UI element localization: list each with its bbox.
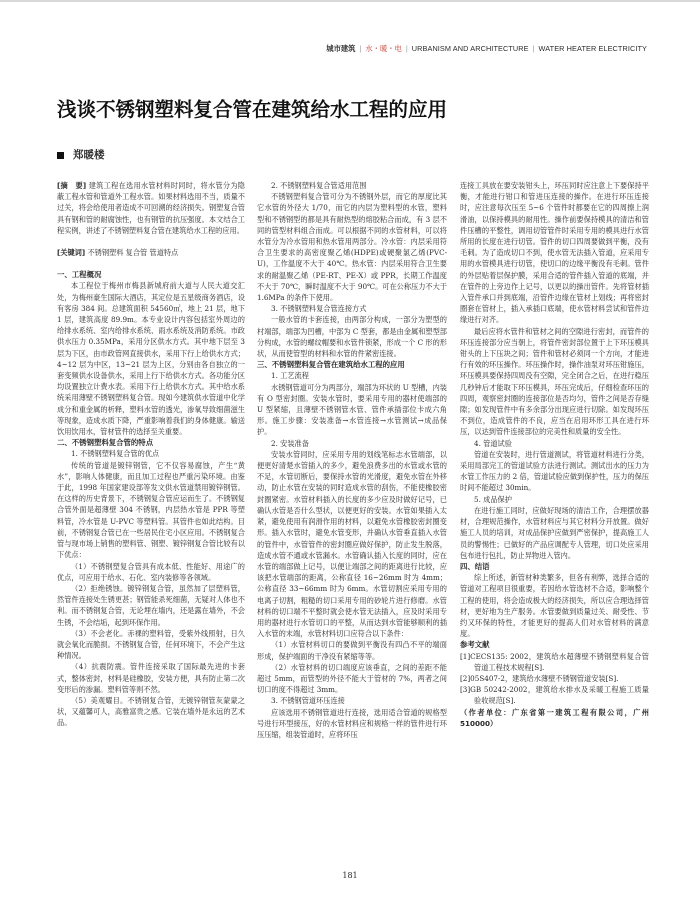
paragraph: （2）拒绝锈蚀。镀锌钢复合管，虽然加了层塑料管，然管件连接处生锈更甚；钢管能杀死细菌，无疑对人体也不利。而不锈钢复合管，无论埋在墙内，还是露在墙外，不会生锈，不会结垢，起到环保作用。: [57, 583, 245, 627]
paragraph: 应该选用不锈钢管道进行连接，选用适合管道的规格型号进行环型接压，好的水管材料应和规格一样的管件进行环压压缩，组装管道时，应将环压: [257, 707, 447, 739]
column-3: [460, 180, 649, 729]
paragraph: 本工程位于梅州市梅县新城府前大道与人民大道交汇处，为梅州豪生国际大酒店，其定位是五星级商务酒店，设有客房 384 间。总建筑面积 54560㎡，地上 21 层，地下 1 层，建筑高度 89.9m。本专业设计内容包括室外周边的给排水系统、室内给排水系统、雨水系统及消防系统。市政供水压力 0.35MPa，采用分区供水方式。其中地下层至 3 层为下区，由市政管网直接供水，采用下行上给供水方式；4~12 层为中区，13~21 层为上区，分别由各自独立的一套变频供水设备供水，采用上行下给供水方式。各功能分区均设置独立计费水表。采用下行上给供水方式。其中给水系统采用薄壁不锈钢塑料复合管。现如今建筑供水管道中化学成分和重金属的析释，塑料水管的透光，渗氧导致细菌滋生等现象，造成水质下降，严重影响着我们的身体健康。输送饮用饮用水，管材管件的选择至关重要。: [57, 281, 245, 437]
keywords: [57, 247, 245, 258]
keywords-label: [关键词]: [57, 248, 86, 258]
section-heading: 二、不锈钢塑料复合管的特点: [57, 438, 154, 448]
paragraph: 综上所述，新管材种类繁多，但各有利弊，选择合适的管道对工程项目很重要，若因给水管选材不合适，影响整个工程的使用，将会造成极大的经济损失，所以应合理选择管材，更好地为生产服务。水管要做到质量过关、耐受性、节约又环保的特性，才能更好的提高人们对水管材料的满意度。: [460, 573, 649, 639]
abstract-label: [摘 要]: [57, 181, 87, 190]
journal-section-en: WATER HEATER ELECTRICITY: [538, 44, 647, 53]
journal-name-cn: 城市建筑: [326, 44, 356, 53]
page-number: 181: [342, 871, 358, 880]
header-separator: |: [532, 44, 535, 53]
paragraph: 不锈钢塑料复合管可分为不锈钢外层，而它的厚度比其它水管的外径大 1/70，而它的内层为塑料型的水管，塑料型和不锈钢型的都是具有耐热型的熔胶粘合而成，有 3 层不同的管型材料组合而成。可以根据不同的水管材料，可以将水管分为冷水管用和热水管用两部分。冷水管：内层采用符合卫生要求的高密度聚乙烯(HDPE)或硬聚氯乙烯(PVC-U)，工作温度不大于 40℃。热水管：内层采用符合卫生要求的耐温聚乙烯（PE-RT、PE-X）或 PPR，长期工作温度不大于 70℃，瞬时温度不大于 90℃。可在公称压力不大于 1.6MPa 的条件下使用。: [257, 192, 447, 303]
header-separator: |: [405, 44, 408, 53]
paragraph: 管道在安装时，进行管道测试，将管道材料进行分类，采用局部完工的管道试验方法进行测试。测试出水的压力为水管工作压力的 2 倍，管道试验应做到保护性，压力的保压时间不能超过 30min。: [460, 449, 649, 493]
paragraph: （1）水管材料切口的要做到平衡没有四凸不平的端面形成，保护端面的干净没有紧缩等等。: [257, 640, 447, 661]
subsection-heading: 4. 管道试验: [474, 438, 512, 448]
header-separator: |: [359, 44, 362, 53]
author-bullet-icon: [57, 152, 64, 159]
section-heading: 四、结语: [460, 561, 490, 571]
column-2: [257, 180, 447, 740]
paragraph: 安装水管同时，应采用专用的划线笔标志水管端部，以便更好清楚水管插入的多少，避免浪费多出的水管或水管的不足，水管切断后，要保持水管的光滑度，避免水管在外移动，防止水管在安装的同时造成水管的刮伤，不能使橡胶密封圈紧密。水管材料插入的长度的多少应及时做好记号，已确认水管是否什么型状，以便更好的安装。水管如果插入太紧，避免使用有润滑作用的材料，以避免水管橡胶密封圈变形。插入水管时，避免水管变形，并确认水管垂直插入水管的管件中，水管管件的密封圈应做好保护，防止发生脱落，造成水管不通或水管漏水。水管确认插入长度的同时，应在水管的端部做上记号，以便让端部之间的距离进行比较，应该把水管端部的距离，公称直径 16~26mm 时为 4mm；公称直径 33~66mm 时为 6mm。水管切割应采用专用的电离子切割，粗糙的切口采用专用的砂轮片进行修磨。水管材料的切口端不平整时就会使水管无法插入，应及时采用专用的器材进行水管切口的平整，从而达到水管能够顺利的插入水管的末端，水管材料切口应符合以下条件：: [257, 449, 447, 639]
section-heading: 一、工程概况: [57, 270, 102, 280]
paragraph: （5）美观耀目。不锈钢复合管，无镀锌钢管灰蒙蒙之状，又蕴馨可人，高雅富贵之感。它装在墙外是永远的艺术品。: [57, 695, 245, 728]
keywords-text: 不锈钢塑料 复合管 管道特点: [87, 248, 179, 258]
paragraph: 在进行施工同时，应做好现场的清洁工作，合理摆放器材，合理规范操作，水管材料应与其它材料分开放置。做好施工人员的培训，对成品保护应做到严密保护，提高施工人员的警惕性；已做好的产品应调配专人管理，切口处应采用包布进行包扎，防止异物进入管内。: [460, 505, 649, 560]
paragraph: （1）不锈钢塑复合管具有成本低、性能好、用途广的优点，可应用于给水、石化、室内装修等各领域。: [57, 561, 245, 582]
paragraph: 水锈钢管道可分为两部分，端部为环状的 U 型槽，内装有 O 型密封圈。安装水管时，要采用专用的器材使端部的 U 型紧缩，且薄壁不锈钢管水管、管件承插部位卡成六角形。施工步骤：安装准备→水管连接→水管测试→成品保护。: [257, 382, 447, 437]
references-heading: 参考文献: [460, 640, 490, 650]
top-rule: [0, 0, 700, 2]
paragraph: 最后应将水管件和管材之间的空隙进行密封，而管件的环压连接部分应当朝上，将管件密封部位置于上下环压模具钳头的上下压块之间；管件和管材必须同一个方向，才能进行有效的环压操作。环压操作时，操作油泵对环压钳施压，环压模具要保持四周没有空隙，完全闭合之后，在进行稳压几秒钟后才能取下环压模具，环压完成后，仔细检查环压的四周，观察密封圈的连接部位是否均匀，管件之间是否存缝隙；如发现管件中有多余部分出现应进行切除。如发现环压不到位，造成管件的不良，应当在启用环形工具在进行环压，以达到管件连接部位的完美性和质量的安全性。: [460, 326, 649, 437]
subsection-heading: 1. 不锈钢塑料复合管的优点: [71, 449, 160, 459]
reference-item: [2]05S407-2，建筑给水薄壁不锈钢管道安装[S].: [460, 673, 619, 683]
section-heading: 三、不锈钢塑料复合管在建筑给水工程的应用: [257, 360, 405, 370]
journal-name-en: URBANISM AND ARCHITECTURE: [411, 44, 529, 53]
journal-section-cn: 水・暖・电: [365, 44, 402, 53]
paragraph: 传统的管道是镀锌钢管，它不仅容易腐蚀，产生“黄水”，影响人体健康，而且加工过程也严重污染环境。由鉴于此，1998 年国家建设部等发文供水管道禁用镀锌钢管。在这样的历史背景下，不锈钢复合管应运而生了。不锈钢复合管外面是超薄壁 304 不锈钢，内层热水管是 PPR 等塑料管，冷水管是 U-PVC 等塑料管。其管件也如此结构。目前，不锈钢复合管已在一些居民住宅小区应用。不锈钢复合管与现市场上销售的塑料管、钢塑、镀锌钢复合管比较有以下优点：: [57, 460, 245, 560]
subsection-heading: 5. 成品保护: [474, 494, 512, 504]
reference-item: [3]GB 50242-2002，建筑给水排水及采暖工程施工质量验收规范[S].: [460, 685, 649, 706]
article-title: 浅谈不锈钢塑料复合管在建筑给水工程的应用: [57, 98, 448, 121]
abstract-text: 建筑工程在选用水管材料时同时，将水管分为隐蔽工程水管和管道外工程水管。如果材料选用不当，质量不过关，将会给使用者造成不可回溯的经济损失。钢塑复合管具有钢和管的耐腐蚀性，也有钢管的抗压强度。本文结合工程实例，讲述了不锈钢塑料复合管在建筑给水工程的应用。: [57, 181, 245, 235]
subsection-heading: 2. 不锈钢塑料复合管适用范围: [271, 181, 367, 190]
subsection-heading: 3. 不锈钢管道环压连接: [271, 696, 345, 706]
paragraph: （2）水管材料的切口端度应该垂直，之间的差距不能超过 5mm，而管型的外径不能大于管材的 7%，两者之间切口的度不得超过 3mm。: [257, 662, 447, 695]
paragraph: 一般水管的卡套连接，由两部分构成，一部分为塑型的村端部，端部为凹槽，中部为 C 型套，都是由金属和塑型部分构成，水管的螺纹帽要和水管件锁紧，形成一个 C 形的形状，从而使管型的材料和水管的件紧密连接。: [257, 315, 447, 359]
journal-header: [326, 42, 647, 56]
column-1: [57, 180, 245, 729]
paragraph: （4）抗震防震。管件连接采取了国际最先进的卡套式，整体密封，材料是硅橡胶，安装方便，具有防止第二次变形后的渗漏。塑料管等则不然。: [57, 662, 245, 694]
subsection-heading: 3. 不锈钢塑料复合管连接方式: [271, 304, 367, 314]
subsection-heading: 2. 安装准备: [271, 438, 309, 448]
author-line: [57, 148, 105, 162]
abstract: [57, 180, 245, 236]
paragraph: 连接工具放在要安装钳头上，环压同时应注意上下要保持平衡，才能进行钳口和管进压连接的操作。在进行环压连接时，应注意每次压至 5~6 个管件时都要在它的四周擦上润滑油，以保持模具的耐用性。操作前要保持模具的清洁和管件压槽的平整性，调用切管管件时采用专用的模具进行水管所用的长度在进行切管。管件的切口四周要做到平衡，没有毛刺。为了造成切口不到，使水管无法插入管道，应采用专用的水管模具进行切管，使切口的边缘平衡没有毛刺。管件的外层贴着层保护膜，采用合适的管件插入管道的底端，并在管件的上旁边作上记号，以更以的操出管件。先将管材插入管件承口并到底端，沿管件边缘在管材上划线；再将密封圈套在管材上，插入承插口底端，使水管材料尝试和管件边缘进行对齐。: [460, 181, 649, 325]
reference-item: [1]CECS135: 2002，建筑给水超薄壁不锈钢塑料复合管管道工程技术规程[S].: [460, 651, 649, 672]
paragraph: （3）不会老化。赤裸的塑料管，受紫外线照射，日久就会氧化而脆损。不锈钢复合管，任何环境下，不会产生这种情况。: [57, 628, 245, 661]
subsection-heading: 1. 工艺流程: [271, 371, 309, 381]
author-name: 郑暖楼: [73, 149, 105, 161]
author-affiliation: （作者单位：广东省第一建筑工程有限公司，广州 510000）: [460, 707, 649, 728]
